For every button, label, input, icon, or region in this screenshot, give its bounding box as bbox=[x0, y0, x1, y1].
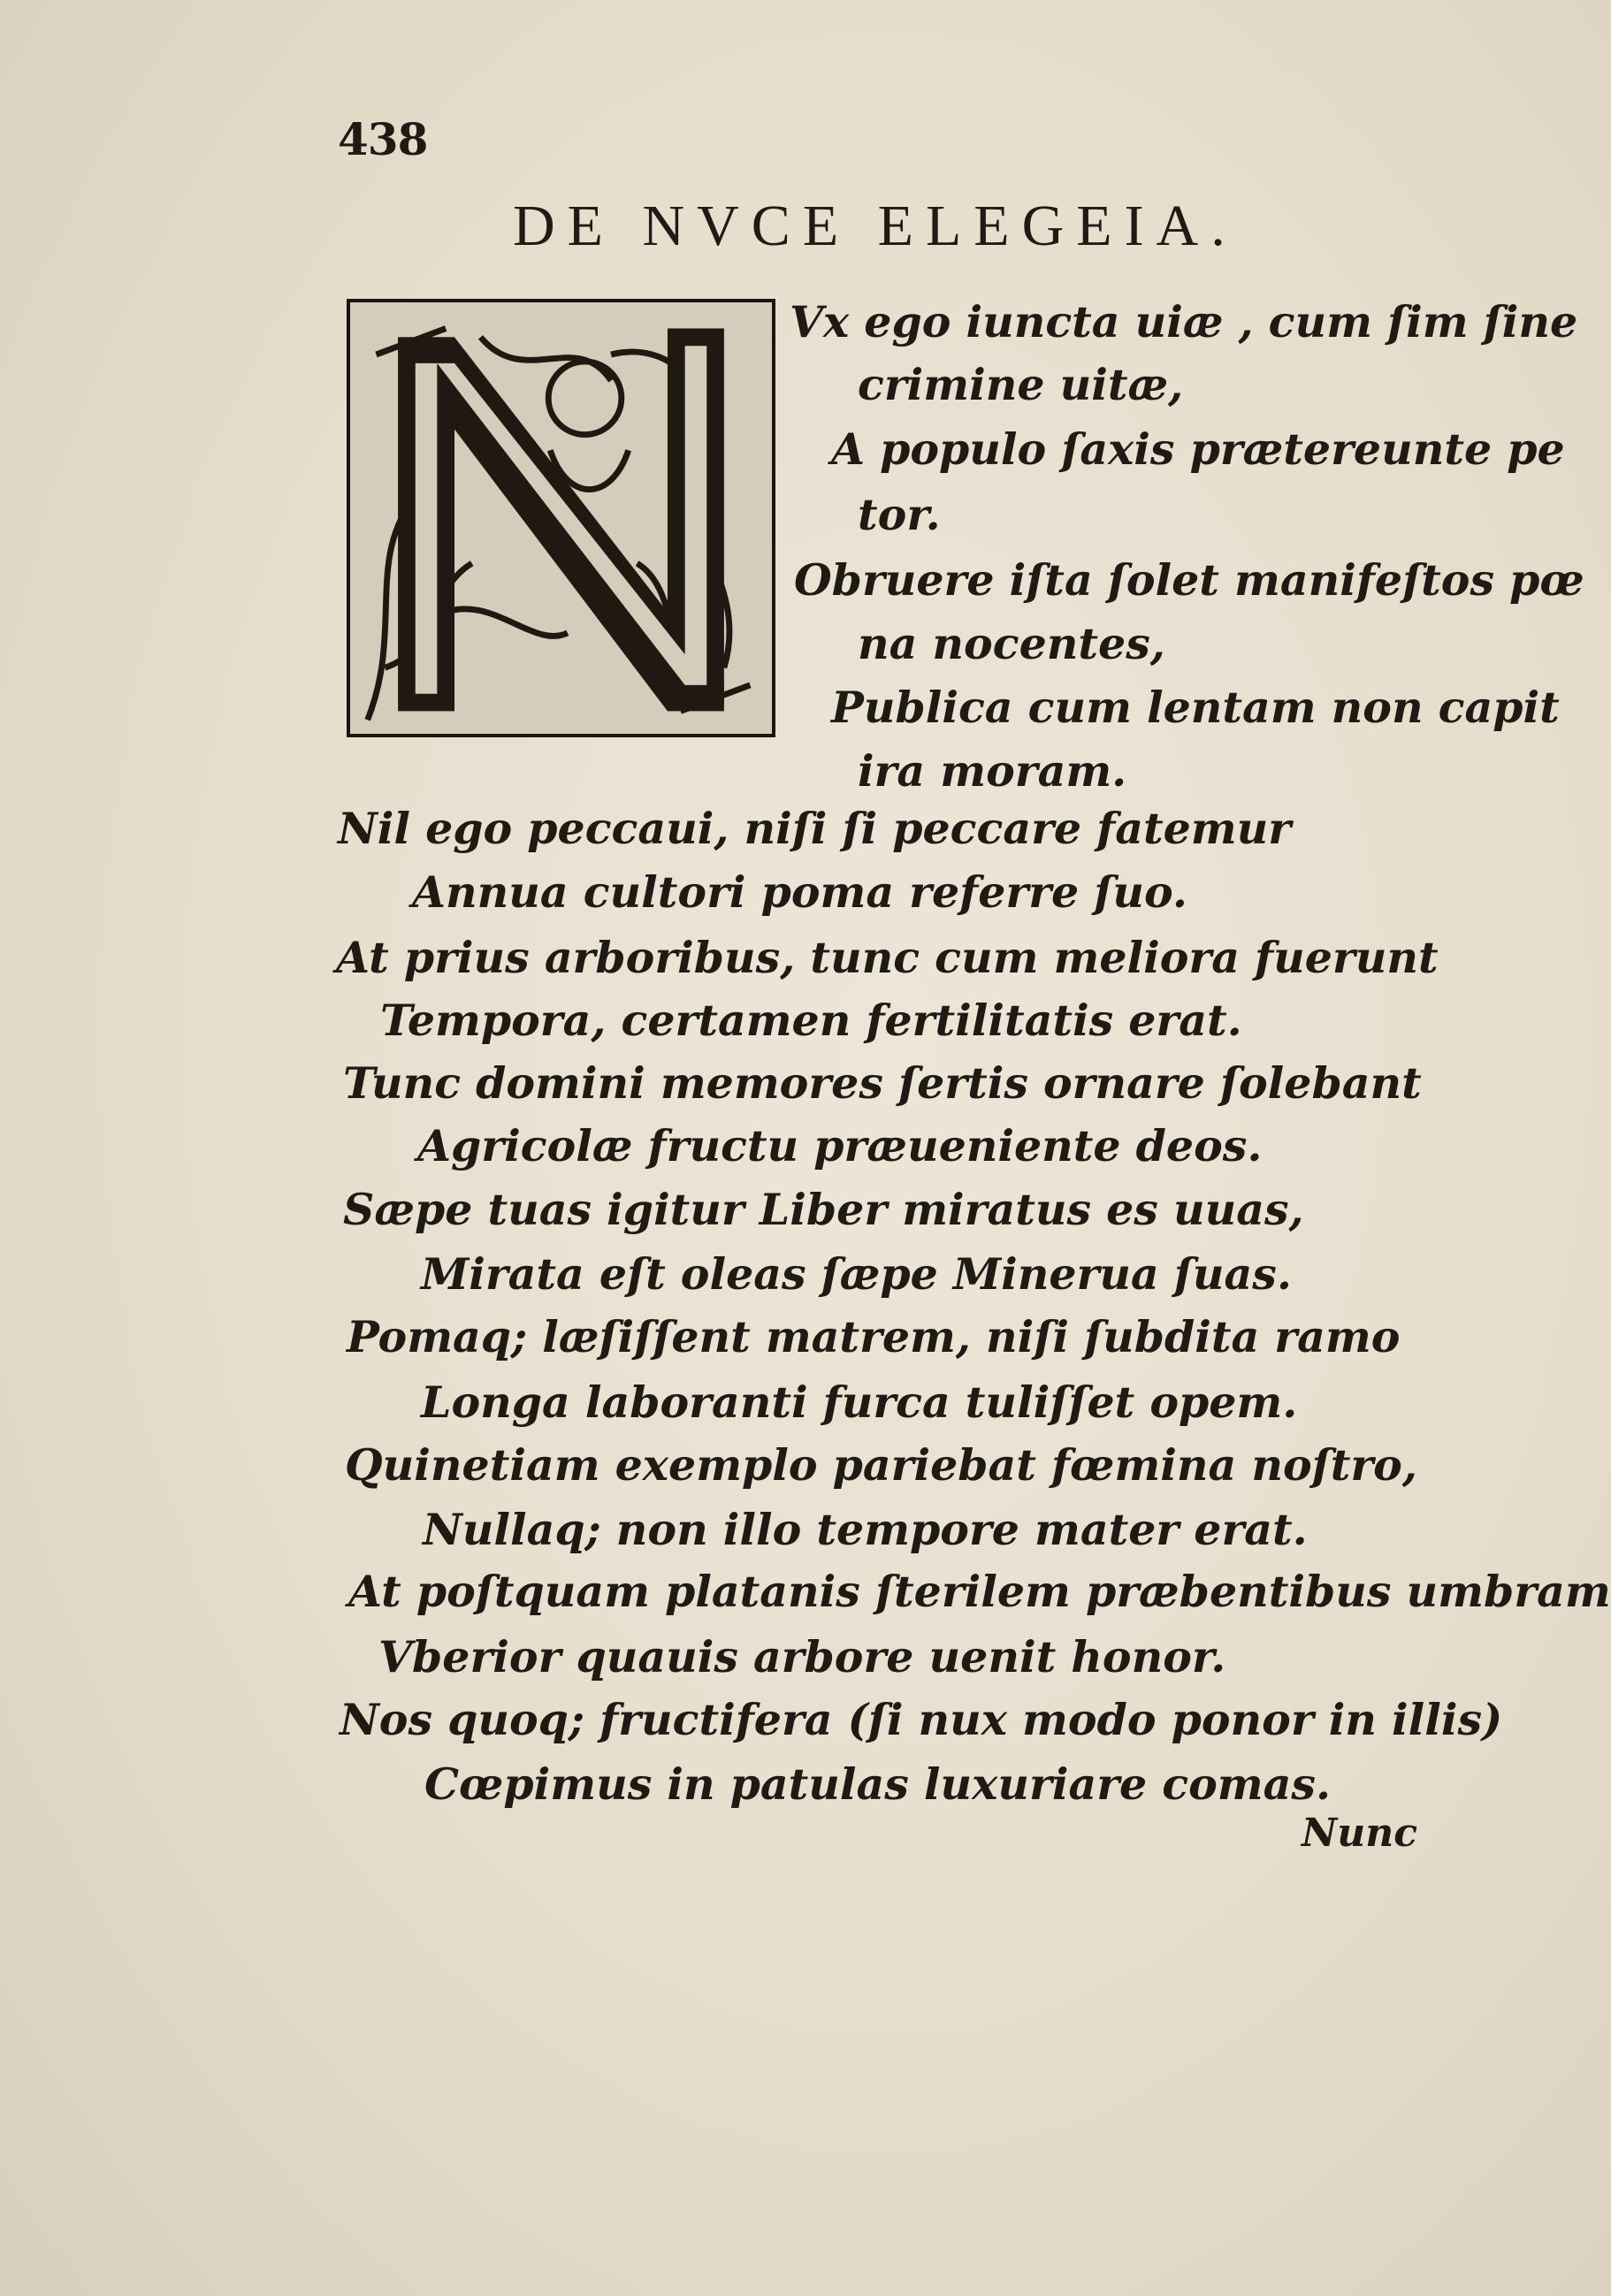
verse-line-4: tor. bbox=[858, 489, 941, 540]
verse-line-8: ira moram. bbox=[858, 745, 1127, 797]
verse-line-21: At poſtquam platanis ſterilem præbentibus umbram bbox=[348, 1566, 1611, 1617]
page-number: 438 bbox=[338, 113, 428, 165]
verse-line-6: na nocentes, bbox=[858, 618, 1165, 669]
verse-line-23: Nos quoq; fructifera (ſi nux modo ponor in illis) bbox=[340, 1694, 1503, 1745]
verse-line-10: Annua cultori poma referre ſuo. bbox=[412, 866, 1187, 918]
verse-line-19: Quinetiam exemplo pariebat fœmina noſtro, bbox=[345, 1439, 1417, 1491]
verse-line-3: A populo ſaxis prætereunte pe bbox=[831, 423, 1565, 475]
running-head: DE NVCE ELEGEIA. bbox=[513, 194, 1238, 258]
decorated-initial-n bbox=[347, 299, 775, 737]
verse-line-2: crimine uitæ, bbox=[858, 359, 1184, 410]
verse-line-18: Longa laboranti furca tuliſſet opem. bbox=[421, 1377, 1298, 1428]
verse-line-7: Publica cum lentam non capit bbox=[831, 682, 1560, 733]
verse-line-20: Nullaq; non illo tempore mater erat. bbox=[423, 1504, 1308, 1555]
verse-line-13: Tunc domini memores ſertis ornare ſolebant bbox=[343, 1057, 1422, 1109]
verse-line-11: At prius arboribus, tunc cum meliora fuerunt bbox=[336, 932, 1439, 983]
verse-line-16: Mirata eſt oleas ſæpe Minerua ſuas. bbox=[421, 1248, 1292, 1300]
verse-line-12: Tempora, certamen fertilitatis erat. bbox=[380, 995, 1242, 1046]
verse-line-9: Nil ego peccaui, niſi ſi peccare fatemur bbox=[338, 803, 1292, 854]
verse-line-1: Vx ego iuncta uiæ , cum ſim ſine bbox=[790, 296, 1578, 347]
verse-line-24: Cœpimus in patulas luxuriare comas. bbox=[424, 1758, 1332, 1810]
verse-line-17: Pomaq; læſiſſent matrem, niſi ſubdita ramo bbox=[347, 1311, 1401, 1362]
verse-line-5: Obruere iſta ſolet manifeſtos pœ bbox=[794, 554, 1584, 606]
verse-line-14: Agricolæ fructu præueniente deos. bbox=[417, 1120, 1263, 1171]
verse-line-22: Vberior quauis arbore uenit honor. bbox=[378, 1631, 1226, 1682]
verse-line-15: Sæpe tuas igitur Liber miratus es uuas, bbox=[343, 1184, 1304, 1235]
woodcut-ornament-icon bbox=[350, 302, 772, 734]
catchword: Nunc bbox=[1302, 1811, 1417, 1856]
